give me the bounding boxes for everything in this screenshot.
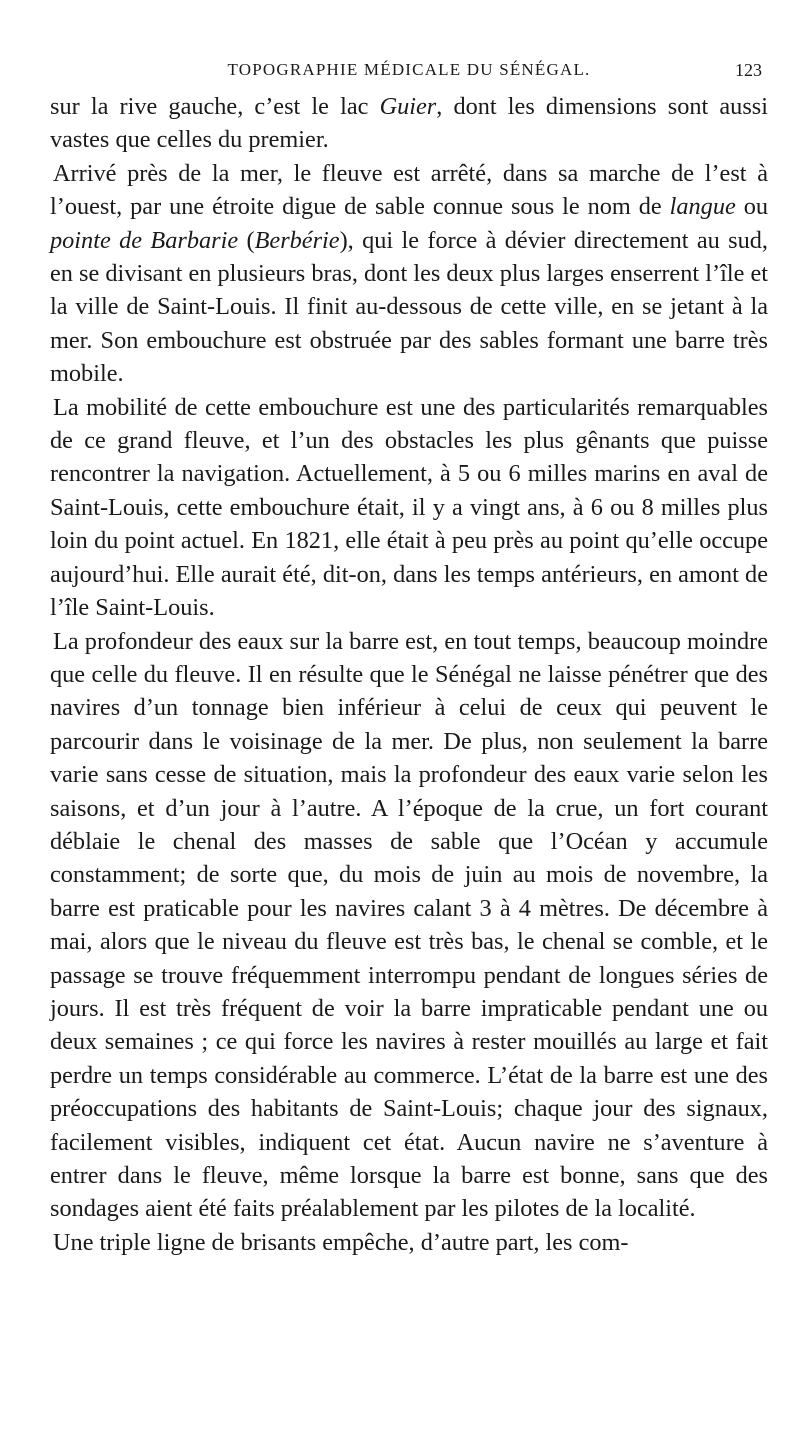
italic-text: pointe de Barbarie — [50, 226, 239, 254]
text-run: ou — [735, 193, 769, 221]
paragraph-5 — [50, 1226, 768, 1259]
paragraph-1 — [50, 90, 768, 157]
paragraph-2 — [50, 157, 768, 391]
italic-text: Berbérie — [254, 226, 340, 254]
text-run: Une triple ligne de brisants empêche, d’autre part, les com- — [53, 1228, 629, 1256]
text-run: sur la rive gauche, c’est le lac — [50, 93, 380, 120]
book-page — [50, 50, 768, 1259]
text-run: , dont les dimensions sont aussi vastes que celles du premier. — [50, 93, 768, 154]
text-run: Arrivé près de la mer, le fleuve est arrêté, dans sa marche de l’est à l’ouest, par une étroite digue de sable connue sous le nom de — [50, 159, 768, 221]
text-run: ( — [238, 226, 255, 254]
text-run: La profondeur des eaux sur la barre est, en tout temps, beaucoup moindre que celle du fleuve. Il en résulte que le Sénégal ne laisse pénétrer que des navires d’un tonnage bien inférieur à celui de ceux qui peuvent le parcourir dans le voisinage de la mer. De plus, non seulement la barre varie sans cesse de situation, mais la profondeur des eaux varie selon les saisons, et d’un jour à l’autre. A l’époque de la crue, un fort courant déblaie le chenal des masses de sable que l’Océan y accumule constamment; de sorte que, du mois de juin au mois de novembre, la barre est praticable pour les navires calant 3 à 4 mètres. De décembre à mai, alors que le niveau du fleuve est très bas, le chenal se comble, et le passage se trouve fréquemment interrompu pendant de longues séries de jours. Il est très fréquent de voir la barre impraticable pendant une ou deux semaines ; ce qui force les navires à rester mouillés au large et fait perdre un temps considérable au commerce. L’état de la barre est une des préoccupations des habitants de Saint-Louis; chaque jour des signaux, facilement visibles, indiquent cet état. Aucun navire ne s’aventure à entrer dans le fleuve, même lorsque la barre est bonne, sans que des sondages aient été faits préalablement par les pilotes de la localité. — [50, 627, 768, 1223]
text-run: La mobilité de cette embouchure est une des particularités remarquables de ce grand fleuve, et l’un des obstacles les plus gênants que puisse rencontrer la navigation. Actuellement, à 5 ou 6 milles marins en aval de Saint-Louis, cette embouchure était, il y a vingt ans, à 6 ou 8 milles plus loin du point actuel. En 1821, elle était à peu près au point qu’elle occupe aujourd’hui. Elle aurait été, dit-on, dans les temps antérieurs, en amont de l’île Saint-Louis. — [50, 393, 768, 622]
running-title: TOPOGRAPHIE MÉDICALE DU SÉNÉGAL. — [227, 60, 591, 79]
paragraph-3 — [50, 391, 768, 625]
italic-text: Guier — [379, 93, 437, 120]
page-number: 123 — [735, 60, 762, 80]
paragraph-4 — [50, 625, 768, 1226]
page-header — [50, 50, 768, 90]
text-run: ), qui le force à dévier directement au sud, en se divisant en plusieurs bras, dont les deux plus larges enserrent l’île et la ville de Saint-Louis. Il finit au-dessous de cette ville, en se jetant à la mer. Son embouchure est obstruée par des sables formant une barre très mobile. — [50, 226, 768, 388]
body-text — [50, 90, 768, 1259]
italic-text: langue — [669, 193, 736, 221]
